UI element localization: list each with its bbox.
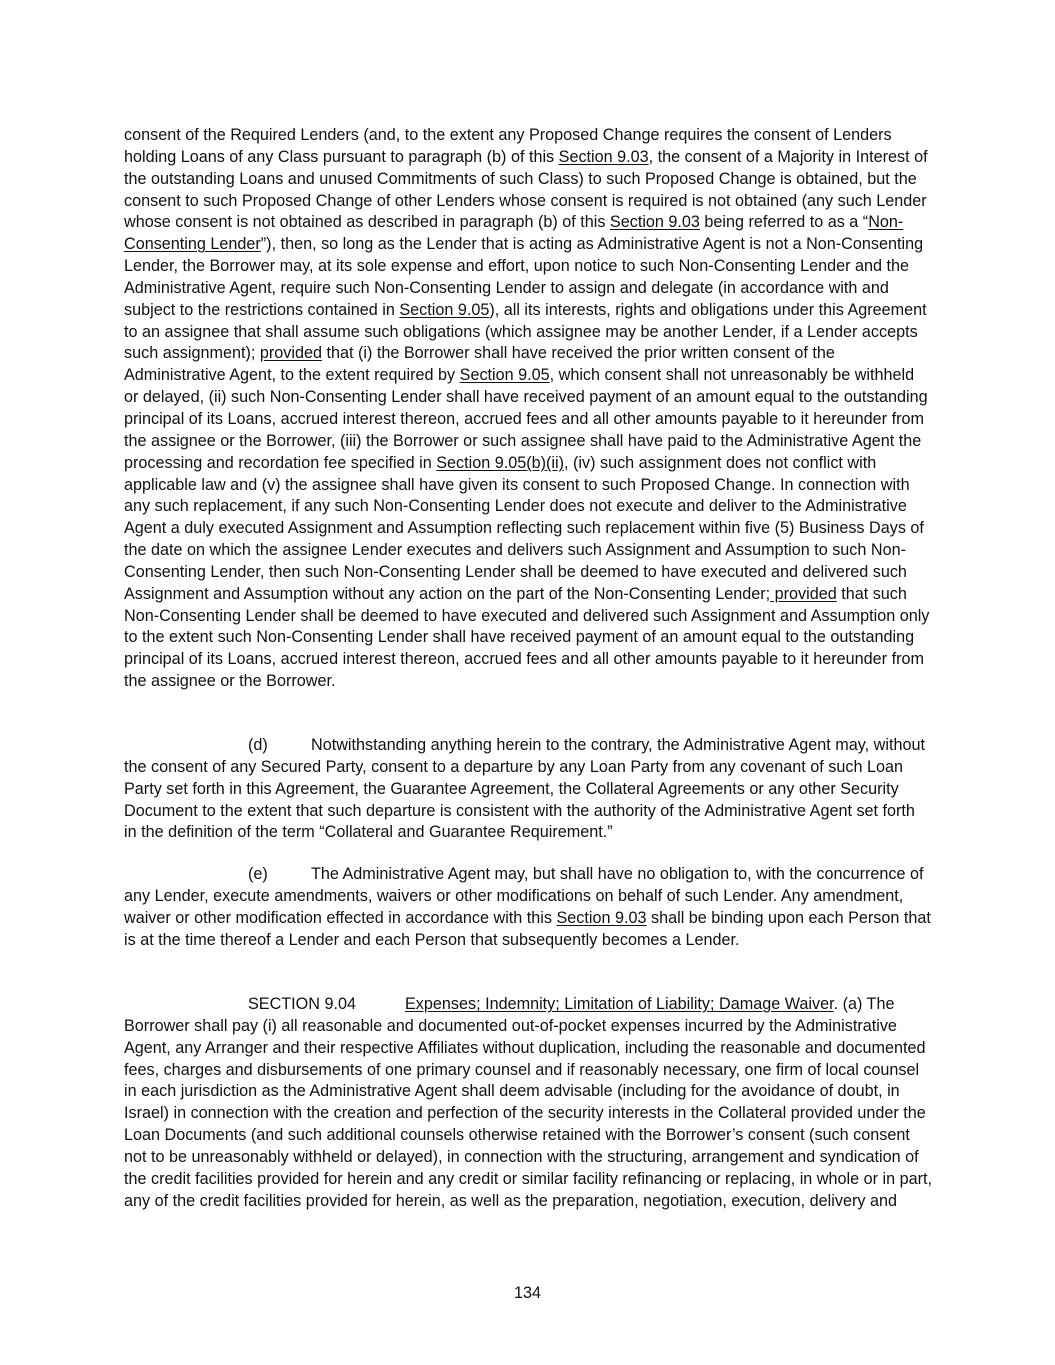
section-reference: Section 9.05(b)(ii)	[436, 453, 565, 472]
provided-term: provided	[259, 344, 322, 363]
section-number: SECTION 9.04	[248, 995, 356, 1013]
provided-term: provided	[770, 584, 837, 603]
text-run: , which consent shall not unreasonably be withheld or delayed, (ii) such Non-Consenting Lender shall have received payment of an amount equal to the outstanding principal of its Loans, accrued interest thereon, accrued fees and all other amounts payable to it hereunder from the assignee or the Borrower, (iii) the Borrower or such assignee shall have paid to the Administrative Agent the processing and recordation fee specified in	[124, 366, 928, 472]
text-run: The Administrative Agent may, but shall have no obligation to, with the concurrence of any Lender, execute amendments, waivers or other modifications on behalf of such Lender. Any amendment, waiver or other modification effected in accordance with this	[124, 865, 924, 927]
paragraph-label: (e)	[248, 865, 268, 883]
text-run: , the consent of a Majority in Interest of the outstanding Loans and unused Commitments of such Class) to such Proposed Change is obtained, but the consent to such Proposed Change of other Lenders whose consent is required is not obtained (any such Lender whose consent is not obtained as described in paragraph (b) of this	[124, 147, 928, 232]
section-reference: Section 9.03	[556, 908, 647, 927]
text-run: ”), then, so long as the Lender that is acting as Administrative Agent is not a Non-Consenting Lender, the Borrower may, at its sole expense and effort, upon notice to such Non-Consenting Lender and the Administrative Agent, require such Non-Consenting Lender to assign and delegate (in accordance with and subject to the restrictions contained in	[124, 235, 924, 319]
section-reference: Section 9.03	[609, 213, 700, 232]
paragraph-label: (d)	[248, 736, 268, 754]
section-9-04	[124, 994, 932, 1212]
paragraph-continuation	[124, 125, 932, 693]
text-run: . (a) The Borrower shall pay (i) all reasonable and documented out-of-pocket expenses incurred by the Administrative Agent, any Arranger and their respective Affiliates without duplication, including the reasonable and documented fees, charges and disbursements of one primary counsel and if reasonably necessary, one firm of local counsel in each jurisdiction as the Administrative Agent shall deem advisable (including for the avoidance of doubt, in Israel) in connection with the creation and perfection of the security interests in the Collateral provided under the Loan Documents (and such additional counsels otherwise retained with the Borrower’s consent (such consent not to be unreasonably withheld or delayed), in connection with the structuring, arrangement and syndication of the credit facilities provided for herein and any credit or similar facility refinancing or replacing, in whole or in part, any of the credit facilities provided for herein, as well as the preparation, negotiation, execution, delivery and	[124, 995, 932, 1210]
paragraph-e	[124, 864, 932, 951]
defined-term: Non-Consenting Lender	[124, 213, 904, 254]
text-run: ), all its interests, rights and obligations under this Agreement to an assignee that shall assume such obligations (which assignee may be another Lender, if a Lender accepts such assignment);	[124, 300, 927, 363]
text-run: , (iv) such assignment does not conflict with applicable law and (v) the assignee shall have given its consent to such Proposed Change. In connection with any such replacement, if any such Non-Consenting Lender does not execute and deliver to the Administrative Agent a duly executed Assignment and Assumption reflecting such replacement within five (5) Business Days of the date on which the assignee Lender executes and delivers such Assignment and Assumption to such Non-Consenting Lender, then such Non-Consenting Lender shall be deemed to have executed and delivered such Assignment and Assumption without any action on the part of the Non-Consenting Lender;	[124, 453, 924, 603]
section-reference: Section 9.05	[459, 366, 550, 385]
text-run: being referred to as a “	[699, 213, 869, 232]
section-heading: Expenses; Indemnity; Limitation of Liability; Damage Waiver	[405, 995, 834, 1013]
text-run: consent of the Required Lenders (and, to the extent any Proposed Change requires the consent of Lenders holding Loans of any Class pursuant to paragraph (b) of this	[124, 126, 892, 166]
text-run: that (i) the Borrower shall have received the prior written consent of the Administrative Agent, to the extent required by	[124, 344, 835, 385]
text-run: shall be binding upon each Person that is at the time thereof a Lender and each Person that subsequently becomes a Lender.	[124, 908, 931, 949]
section-reference: Section 9.05	[399, 300, 490, 319]
text-run: Notwithstanding anything herein to the contrary, the Administrative Agent may, without the consent of any Secured Party, consent to a departure by any Loan Party from any covenant of such Loan Party set forth in this Agreement, the Guarantee Agreement, the Collateral Agreements or any other Security Document to the extent that such departure is consistent with the authority of the Administrative Agent set forth in the definition of the term “Collateral and Guarantee Requirement.”	[124, 736, 925, 842]
text-run: that such Non-Consenting Lender shall be deemed to have executed and delivered such Assignment and Assumption only to the extent such Non-Consenting Lender shall have received payment of an amount equal to the outstanding principal of its Loans, accrued interest thereon, accrued fees and all other amounts payable to it hereunder from the assignee or the Borrower.	[124, 584, 930, 691]
page-number: 134	[513, 1284, 541, 1302]
section-reference: Section 9.03	[558, 147, 649, 166]
paragraph-d	[124, 735, 932, 844]
